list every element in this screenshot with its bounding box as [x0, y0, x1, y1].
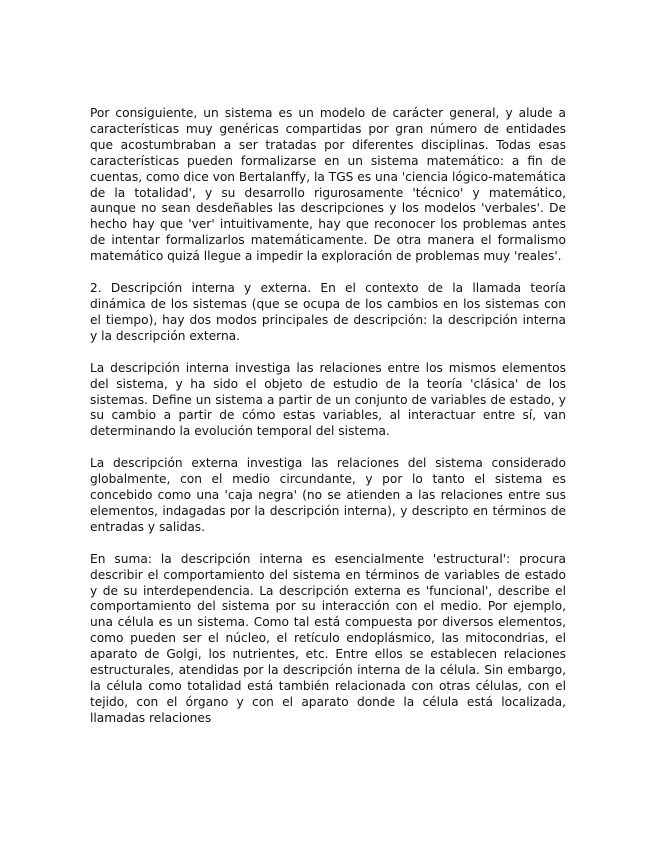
document-page	[90, 106, 566, 743]
paragraph-en-suma: En suma: la descripción interna es esencialmente 'estructural': procura describir el comportamiento del sistema en términos de variables de estado y de su interdependencia. La descripción externa es 'funcional', describe el comportamiento del sistema por su interacción con el medio. Por ejemplo, una célula es un sistema. Como tal está compuesta por diversos elementos, como pueden ser el núcleo, el retículo endoplásmico, las mitocondrias, el aparato de Golgi, los nutrientes, etc. Entre ellos se establecen relaciones estructurales, atendidas por la descripción interna de la célula. Sin embargo, la célula como totalidad está también relacionada con otras células, con el tejido, con el órgano y con el aparato donde la célula está localizada, llamadas relaciones	[90, 551, 566, 725]
paragraph-descripcion-interna-externa: 2. Descripción interna y externa. En el contexto de la llamada teoría dinámica de los sistemas (que se ocupa de los cambios en los sistemas con el tiempo), hay dos modos principales de descripción: la descripción interna y la descripción externa.	[90, 281, 566, 343]
paragraph-descripcion-interna: La descripción interna investiga las relaciones entre los mismos elementos del sistema, y ha sido el objeto de estudio de la teoría 'clásica' de los sistemas. Define un sistema a partir de un conjunto de variables de estado, y su cambio a partir de cómo estas variables, al interactuar entre sí, van determinando la evolución temporal del sistema.	[90, 360, 566, 439]
paragraph-sistema-modelo: Por consiguiente, un sistema es un modelo de carácter general, y alude a características muy genéricas compartidas por gran número de entidades que acostumbraban a ser tratadas por diferentes disciplinas. Todas esas características pueden formalizarse en un sistema matemático: a fin de cuentas, como dice von Bertalanffy, la TGS es una 'ciencia lógico-matemática de la totalidad', y su desarrollo rigurosamente 'técnico' y matemático, aunque no sean desdeñables las descripciones y los modelos 'verbales'. De hecho hay que 'ver' intuitivamente, hay que reconocer los problemas antes de intentar formalizarlos matemáticamente. De otra manera el formalismo matemático quizá llegue a impedir la exploración de problemas muy 'reales'.	[90, 106, 566, 264]
paragraph-descripcion-externa: La descripción externa investiga las relaciones del sistema considerado globalmente, con el medio circundante, y por lo tanto el sistema es concebido como una 'caja negra' (no se atienden a las relaciones entre sus elementos, indagadas por la descripción interna), y descripto en términos de entradas y salidas.	[90, 456, 566, 534]
